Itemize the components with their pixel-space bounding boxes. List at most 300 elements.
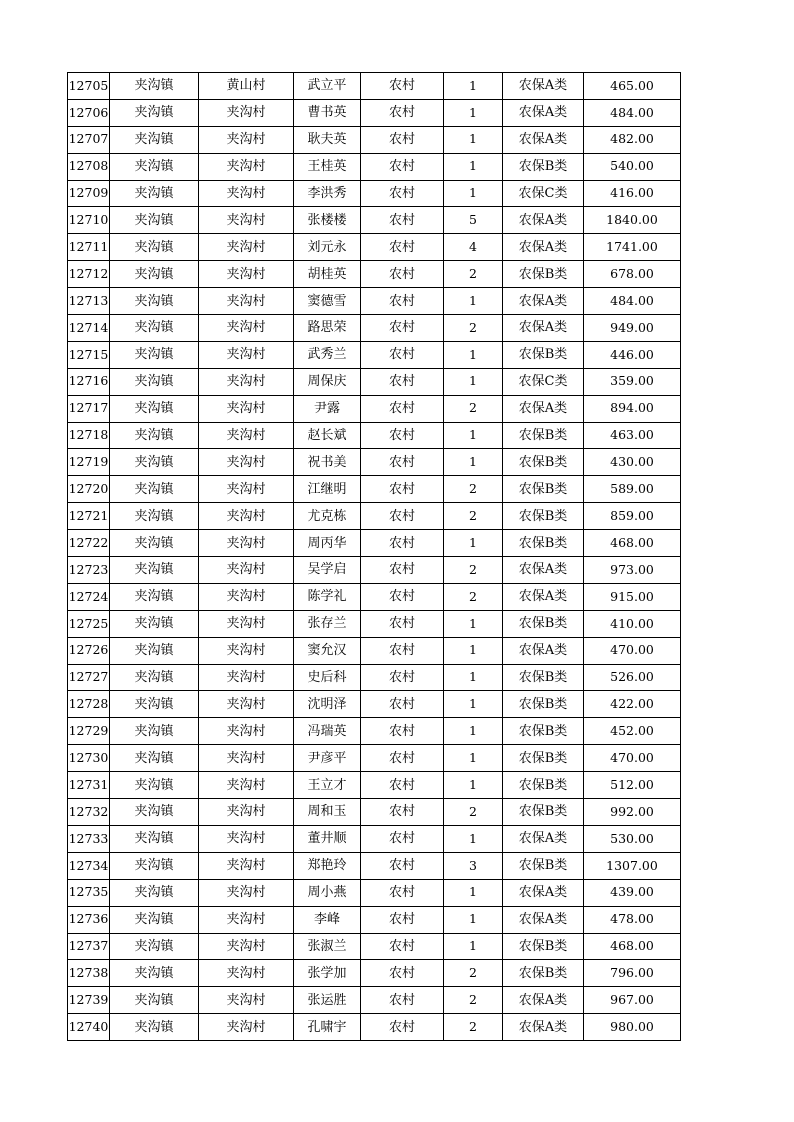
- table-row: [68, 691, 681, 718]
- cell-town: 夹沟镇: [110, 234, 199, 261]
- cell-town: 夹沟镇: [110, 395, 199, 422]
- cell-area-type: 农村: [361, 1014, 444, 1041]
- cell-name: 路思荣: [294, 315, 361, 342]
- cell-village: 夹沟村: [199, 99, 294, 126]
- cell-insurance-class: 农保B类: [503, 153, 584, 180]
- table-row: [68, 610, 681, 637]
- cell-insurance-class: 农保B类: [503, 530, 584, 557]
- cell-village: 夹沟村: [199, 852, 294, 879]
- cell-village: 夹沟村: [199, 395, 294, 422]
- cell-name: 李洪秀: [294, 180, 361, 207]
- cell-village: 夹沟村: [199, 557, 294, 584]
- cell-name: 曹书英: [294, 99, 361, 126]
- cell-household-count: 2: [444, 799, 503, 826]
- cell-household-count: 5: [444, 207, 503, 234]
- cell-record-id: 12740: [68, 1014, 110, 1041]
- cell-amount: 359.00: [584, 368, 681, 395]
- cell-name: 耿夫英: [294, 126, 361, 153]
- cell-name: 赵长斌: [294, 422, 361, 449]
- cell-record-id: 12731: [68, 772, 110, 799]
- cell-insurance-class: 农保B类: [503, 745, 584, 772]
- cell-area-type: 农村: [361, 99, 444, 126]
- cell-record-id: 12715: [68, 341, 110, 368]
- cell-name: 周保庆: [294, 368, 361, 395]
- cell-amount: 973.00: [584, 557, 681, 584]
- table-row: [68, 476, 681, 503]
- cell-name: 张存兰: [294, 610, 361, 637]
- cell-area-type: 农村: [361, 879, 444, 906]
- cell-record-id: 12730: [68, 745, 110, 772]
- cell-household-count: 2: [444, 476, 503, 503]
- cell-record-id: 12736: [68, 906, 110, 933]
- table-body: [68, 73, 681, 1041]
- cell-insurance-class: 农保A类: [503, 395, 584, 422]
- cell-town: 夹沟镇: [110, 126, 199, 153]
- cell-village: 夹沟村: [199, 449, 294, 476]
- cell-amount: 1307.00: [584, 852, 681, 879]
- cell-record-id: 12705: [68, 73, 110, 100]
- cell-insurance-class: 农保B类: [503, 960, 584, 987]
- cell-household-count: 1: [444, 637, 503, 664]
- cell-household-count: 1: [444, 772, 503, 799]
- cell-village: 夹沟村: [199, 234, 294, 261]
- cell-household-count: 4: [444, 234, 503, 261]
- cell-insurance-class: 农保A类: [503, 73, 584, 100]
- cell-town: 夹沟镇: [110, 261, 199, 288]
- cell-village: 夹沟村: [199, 368, 294, 395]
- cell-amount: 980.00: [584, 1014, 681, 1041]
- cell-record-id: 12719: [68, 449, 110, 476]
- cell-area-type: 农村: [361, 503, 444, 530]
- cell-town: 夹沟镇: [110, 583, 199, 610]
- cell-town: 夹沟镇: [110, 207, 199, 234]
- cell-amount: 796.00: [584, 960, 681, 987]
- cell-village: 夹沟村: [199, 503, 294, 530]
- cell-household-count: 1: [444, 341, 503, 368]
- cell-town: 夹沟镇: [110, 368, 199, 395]
- cell-area-type: 农村: [361, 718, 444, 745]
- cell-household-count: 1: [444, 368, 503, 395]
- cell-record-id: 12721: [68, 503, 110, 530]
- cell-name: 吴学启: [294, 557, 361, 584]
- cell-name: 孔啸宇: [294, 1014, 361, 1041]
- cell-town: 夹沟镇: [110, 422, 199, 449]
- cell-area-type: 农村: [361, 315, 444, 342]
- cell-name: 张淑兰: [294, 933, 361, 960]
- cell-amount: 468.00: [584, 933, 681, 960]
- cell-town: 夹沟镇: [110, 825, 199, 852]
- cell-town: 夹沟镇: [110, 772, 199, 799]
- table-row: [68, 395, 681, 422]
- cell-village: 夹沟村: [199, 637, 294, 664]
- table-row: [68, 745, 681, 772]
- cell-amount: 894.00: [584, 395, 681, 422]
- data-table: [67, 72, 681, 1041]
- cell-area-type: 农村: [361, 234, 444, 261]
- table-row: [68, 557, 681, 584]
- cell-household-count: 2: [444, 1014, 503, 1041]
- cell-insurance-class: 农保B类: [503, 691, 584, 718]
- cell-name: 史后科: [294, 664, 361, 691]
- cell-record-id: 12706: [68, 99, 110, 126]
- cell-area-type: 农村: [361, 745, 444, 772]
- cell-village: 夹沟村: [199, 879, 294, 906]
- table-row: [68, 341, 681, 368]
- cell-household-count: 1: [444, 745, 503, 772]
- cell-record-id: 12732: [68, 799, 110, 826]
- cell-amount: 482.00: [584, 126, 681, 153]
- table-row: [68, 99, 681, 126]
- cell-name: 王立才: [294, 772, 361, 799]
- cell-town: 夹沟镇: [110, 960, 199, 987]
- cell-household-count: 1: [444, 180, 503, 207]
- cell-amount: 992.00: [584, 799, 681, 826]
- cell-record-id: 12723: [68, 557, 110, 584]
- cell-record-id: 12738: [68, 960, 110, 987]
- table-row: [68, 664, 681, 691]
- cell-town: 夹沟镇: [110, 557, 199, 584]
- cell-village: 夹沟村: [199, 745, 294, 772]
- cell-town: 夹沟镇: [110, 315, 199, 342]
- cell-town: 夹沟镇: [110, 530, 199, 557]
- cell-town: 夹沟镇: [110, 153, 199, 180]
- cell-record-id: 12718: [68, 422, 110, 449]
- cell-record-id: 12713: [68, 288, 110, 315]
- cell-name: 李峰: [294, 906, 361, 933]
- table-row: [68, 126, 681, 153]
- cell-name: 尤克栋: [294, 503, 361, 530]
- cell-area-type: 农村: [361, 126, 444, 153]
- cell-record-id: 12711: [68, 234, 110, 261]
- cell-area-type: 农村: [361, 476, 444, 503]
- cell-area-type: 农村: [361, 530, 444, 557]
- cell-town: 夹沟镇: [110, 341, 199, 368]
- cell-insurance-class: 农保A类: [503, 637, 584, 664]
- cell-amount: 949.00: [584, 315, 681, 342]
- cell-insurance-class: 农保A类: [503, 906, 584, 933]
- cell-village: 夹沟村: [199, 476, 294, 503]
- cell-village: 夹沟村: [199, 583, 294, 610]
- cell-record-id: 12710: [68, 207, 110, 234]
- cell-town: 夹沟镇: [110, 637, 199, 664]
- cell-amount: 512.00: [584, 772, 681, 799]
- cell-area-type: 农村: [361, 583, 444, 610]
- cell-household-count: 1: [444, 933, 503, 960]
- cell-village: 夹沟村: [199, 906, 294, 933]
- cell-household-count: 1: [444, 73, 503, 100]
- cell-village: 夹沟村: [199, 691, 294, 718]
- cell-amount: 484.00: [584, 99, 681, 126]
- cell-village: 夹沟村: [199, 799, 294, 826]
- cell-area-type: 农村: [361, 987, 444, 1014]
- cell-household-count: 1: [444, 691, 503, 718]
- cell-record-id: 12709: [68, 180, 110, 207]
- cell-area-type: 农村: [361, 261, 444, 288]
- cell-area-type: 农村: [361, 825, 444, 852]
- cell-record-id: 12720: [68, 476, 110, 503]
- cell-record-id: 12716: [68, 368, 110, 395]
- cell-amount: 540.00: [584, 153, 681, 180]
- cell-village: 夹沟村: [199, 960, 294, 987]
- cell-insurance-class: 农保B类: [503, 799, 584, 826]
- cell-town: 夹沟镇: [110, 933, 199, 960]
- cell-village: 夹沟村: [199, 126, 294, 153]
- cell-insurance-class: 农保A类: [503, 879, 584, 906]
- cell-area-type: 农村: [361, 368, 444, 395]
- cell-insurance-class: 农保A类: [503, 557, 584, 584]
- cell-name: 刘元永: [294, 234, 361, 261]
- cell-amount: 468.00: [584, 530, 681, 557]
- cell-area-type: 农村: [361, 610, 444, 637]
- cell-area-type: 农村: [361, 341, 444, 368]
- cell-town: 夹沟镇: [110, 503, 199, 530]
- cell-town: 夹沟镇: [110, 691, 199, 718]
- cell-insurance-class: 农保A类: [503, 207, 584, 234]
- cell-name: 祝书美: [294, 449, 361, 476]
- cell-household-count: 2: [444, 960, 503, 987]
- cell-village: 夹沟村: [199, 315, 294, 342]
- table-row: [68, 987, 681, 1014]
- table-row: [68, 503, 681, 530]
- cell-insurance-class: 农保A类: [503, 987, 584, 1014]
- cell-amount: 478.00: [584, 906, 681, 933]
- cell-record-id: 12729: [68, 718, 110, 745]
- cell-area-type: 农村: [361, 449, 444, 476]
- cell-amount: 439.00: [584, 879, 681, 906]
- cell-area-type: 农村: [361, 637, 444, 664]
- cell-insurance-class: 农保C类: [503, 180, 584, 207]
- cell-insurance-class: 农保A类: [503, 99, 584, 126]
- cell-area-type: 农村: [361, 153, 444, 180]
- cell-area-type: 农村: [361, 422, 444, 449]
- cell-village: 夹沟村: [199, 261, 294, 288]
- cell-area-type: 农村: [361, 906, 444, 933]
- cell-area-type: 农村: [361, 933, 444, 960]
- table-row: [68, 933, 681, 960]
- table-row: [68, 368, 681, 395]
- cell-town: 夹沟镇: [110, 718, 199, 745]
- cell-town: 夹沟镇: [110, 610, 199, 637]
- cell-town: 夹沟镇: [110, 987, 199, 1014]
- table-row: [68, 207, 681, 234]
- cell-insurance-class: 农保B类: [503, 664, 584, 691]
- cell-town: 夹沟镇: [110, 99, 199, 126]
- cell-household-count: 2: [444, 557, 503, 584]
- cell-town: 夹沟镇: [110, 906, 199, 933]
- cell-name: 周小燕: [294, 879, 361, 906]
- table-row: [68, 530, 681, 557]
- cell-area-type: 农村: [361, 799, 444, 826]
- cell-amount: 1741.00: [584, 234, 681, 261]
- table-row: [68, 825, 681, 852]
- cell-amount: 465.00: [584, 73, 681, 100]
- cell-amount: 452.00: [584, 718, 681, 745]
- cell-household-count: 1: [444, 530, 503, 557]
- cell-village: 夹沟村: [199, 422, 294, 449]
- cell-record-id: 12733: [68, 825, 110, 852]
- cell-town: 夹沟镇: [110, 799, 199, 826]
- cell-record-id: 12712: [68, 261, 110, 288]
- cell-household-count: 1: [444, 449, 503, 476]
- cell-record-id: 12728: [68, 691, 110, 718]
- cell-village: 夹沟村: [199, 987, 294, 1014]
- cell-village: 夹沟村: [199, 207, 294, 234]
- cell-town: 夹沟镇: [110, 852, 199, 879]
- cell-area-type: 农村: [361, 691, 444, 718]
- cell-town: 夹沟镇: [110, 745, 199, 772]
- cell-insurance-class: 农保B类: [503, 933, 584, 960]
- table-row: [68, 799, 681, 826]
- cell-amount: 470.00: [584, 637, 681, 664]
- cell-area-type: 农村: [361, 960, 444, 987]
- cell-insurance-class: 农保A类: [503, 234, 584, 261]
- cell-name: 尹露: [294, 395, 361, 422]
- cell-name: 沈明泽: [294, 691, 361, 718]
- cell-insurance-class: 农保A类: [503, 825, 584, 852]
- cell-household-count: 2: [444, 261, 503, 288]
- cell-village: 夹沟村: [199, 933, 294, 960]
- cell-insurance-class: 农保B类: [503, 503, 584, 530]
- cell-record-id: 12725: [68, 610, 110, 637]
- cell-amount: 1840.00: [584, 207, 681, 234]
- cell-area-type: 农村: [361, 664, 444, 691]
- cell-village: 夹沟村: [199, 825, 294, 852]
- cell-record-id: 12714: [68, 315, 110, 342]
- cell-insurance-class: 农保A类: [503, 583, 584, 610]
- cell-village: 夹沟村: [199, 341, 294, 368]
- cell-town: 夹沟镇: [110, 73, 199, 100]
- table-row: [68, 879, 681, 906]
- cell-household-count: 2: [444, 987, 503, 1014]
- cell-village: 夹沟村: [199, 718, 294, 745]
- cell-amount: 589.00: [584, 476, 681, 503]
- cell-name: 陈学礼: [294, 583, 361, 610]
- cell-household-count: 1: [444, 422, 503, 449]
- cell-name: 胡桂英: [294, 261, 361, 288]
- cell-household-count: 3: [444, 852, 503, 879]
- cell-record-id: 12726: [68, 637, 110, 664]
- cell-amount: 430.00: [584, 449, 681, 476]
- cell-amount: 463.00: [584, 422, 681, 449]
- cell-village: 夹沟村: [199, 1014, 294, 1041]
- cell-household-count: 1: [444, 288, 503, 315]
- table-row: [68, 772, 681, 799]
- cell-household-count: 1: [444, 906, 503, 933]
- table-row: [68, 234, 681, 261]
- cell-area-type: 农村: [361, 557, 444, 584]
- table-row: [68, 180, 681, 207]
- cell-record-id: 12734: [68, 852, 110, 879]
- cell-village: 夹沟村: [199, 772, 294, 799]
- cell-name: 尹彦平: [294, 745, 361, 772]
- cell-record-id: 12724: [68, 583, 110, 610]
- cell-name: 董井顺: [294, 825, 361, 852]
- cell-name: 武秀兰: [294, 341, 361, 368]
- cell-village: 夹沟村: [199, 288, 294, 315]
- cell-insurance-class: 农保B类: [503, 852, 584, 879]
- cell-name: 郑艳玲: [294, 852, 361, 879]
- cell-name: 窦德雪: [294, 288, 361, 315]
- cell-area-type: 农村: [361, 180, 444, 207]
- cell-household-count: 1: [444, 610, 503, 637]
- cell-amount: 422.00: [584, 691, 681, 718]
- table-row: [68, 449, 681, 476]
- cell-area-type: 农村: [361, 395, 444, 422]
- cell-record-id: 12717: [68, 395, 110, 422]
- cell-amount: 484.00: [584, 288, 681, 315]
- cell-record-id: 12735: [68, 879, 110, 906]
- cell-amount: 859.00: [584, 503, 681, 530]
- cell-amount: 446.00: [584, 341, 681, 368]
- cell-amount: 416.00: [584, 180, 681, 207]
- cell-area-type: 农村: [361, 772, 444, 799]
- cell-name: 王桂英: [294, 153, 361, 180]
- cell-household-count: 1: [444, 664, 503, 691]
- cell-insurance-class: 农保B类: [503, 772, 584, 799]
- cell-household-count: 1: [444, 825, 503, 852]
- cell-name: 武立平: [294, 73, 361, 100]
- cell-town: 夹沟镇: [110, 288, 199, 315]
- cell-insurance-class: 农保B类: [503, 476, 584, 503]
- cell-village: 夹沟村: [199, 664, 294, 691]
- cell-record-id: 12707: [68, 126, 110, 153]
- cell-amount: 526.00: [584, 664, 681, 691]
- table-row: [68, 1014, 681, 1041]
- cell-record-id: 12739: [68, 987, 110, 1014]
- cell-name: 江继明: [294, 476, 361, 503]
- cell-village: 夹沟村: [199, 153, 294, 180]
- cell-area-type: 农村: [361, 852, 444, 879]
- cell-amount: 967.00: [584, 987, 681, 1014]
- cell-household-count: 1: [444, 153, 503, 180]
- cell-amount: 678.00: [584, 261, 681, 288]
- table-row: [68, 852, 681, 879]
- cell-insurance-class: 农保B类: [503, 449, 584, 476]
- cell-insurance-class: 农保B类: [503, 341, 584, 368]
- cell-area-type: 农村: [361, 288, 444, 315]
- cell-household-count: 2: [444, 395, 503, 422]
- cell-amount: 530.00: [584, 825, 681, 852]
- table-row: [68, 906, 681, 933]
- cell-name: 窦允汉: [294, 637, 361, 664]
- cell-town: 夹沟镇: [110, 879, 199, 906]
- cell-record-id: 12727: [68, 664, 110, 691]
- cell-insurance-class: 农保C类: [503, 368, 584, 395]
- table-row: [68, 153, 681, 180]
- cell-household-count: 1: [444, 718, 503, 745]
- cell-household-count: 2: [444, 315, 503, 342]
- cell-name: 张运胜: [294, 987, 361, 1014]
- cell-insurance-class: 农保A类: [503, 1014, 584, 1041]
- table-row: [68, 288, 681, 315]
- cell-town: 夹沟镇: [110, 476, 199, 503]
- table-row: [68, 583, 681, 610]
- cell-village: 夹沟村: [199, 180, 294, 207]
- cell-area-type: 农村: [361, 73, 444, 100]
- cell-household-count: 2: [444, 583, 503, 610]
- table-row: [68, 422, 681, 449]
- cell-amount: 470.00: [584, 745, 681, 772]
- cell-household-count: 1: [444, 126, 503, 153]
- cell-insurance-class: 农保B类: [503, 422, 584, 449]
- cell-village: 黄山村: [199, 73, 294, 100]
- cell-insurance-class: 农保A类: [503, 126, 584, 153]
- cell-insurance-class: 农保B类: [503, 610, 584, 637]
- cell-town: 夹沟镇: [110, 664, 199, 691]
- cell-insurance-class: 农保A类: [503, 315, 584, 342]
- cell-household-count: 1: [444, 99, 503, 126]
- cell-insurance-class: 农保A类: [503, 288, 584, 315]
